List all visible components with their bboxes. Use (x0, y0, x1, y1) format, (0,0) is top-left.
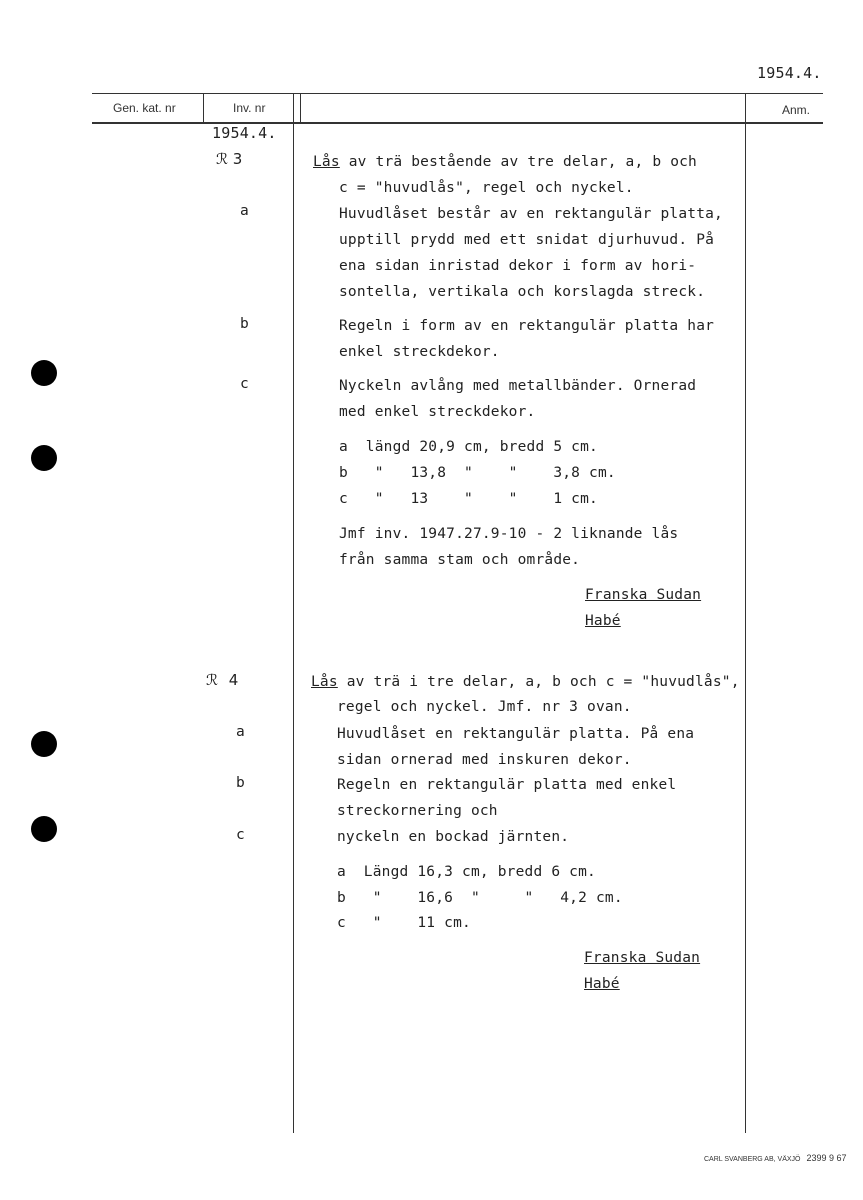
handwritten-r-mark: ℛ (206, 671, 218, 689)
measurement-line: c " 11 cm. (337, 915, 471, 931)
description-line: Regeln i form av en rektangulär platta har (339, 318, 715, 334)
punch-hole (31, 816, 57, 842)
punch-hole (31, 731, 57, 757)
measurement-line: b " 13,8 " " 3,8 cm. (339, 465, 616, 481)
punch-hole (31, 445, 57, 471)
entry-number (206, 671, 238, 689)
description-line-rest: av trä i tre delar, a, b och c = "huvudlås", (337, 674, 740, 690)
handwritten-r-mark: ℛ (216, 150, 228, 168)
origin-region: Franska Sudan (584, 950, 701, 966)
description-line: Huvudlåset en rektangulär platta. På ena (337, 726, 695, 742)
punch-hole (31, 360, 57, 386)
measurement-line: a längd 20,9 cm, bredd 5 cm. (339, 439, 598, 455)
description-title: Lås (313, 154, 340, 170)
column-divider (293, 93, 294, 1133)
description-line: Huvudlåset består av en rektangulär platta, (339, 206, 723, 222)
origin-region: Franska Sudan (585, 587, 702, 603)
form-number: 2399 9 67 (806, 1153, 847, 1163)
part-label: a (236, 724, 245, 740)
description-title: Lås (311, 674, 338, 690)
header-top-rule (92, 93, 823, 94)
origin-tribe: Habé (585, 613, 621, 629)
description-line-rest: av trä bestående av tre delar, a, b och (339, 154, 697, 170)
measurement-line: a Längd 16,3 cm, bredd 6 cm. (337, 864, 596, 880)
measurement-line: c " 13 " " 1 cm. (339, 491, 598, 507)
column-divider (203, 93, 204, 124)
description-line: upptill prydd med ett snidat djurhuvud. På (339, 232, 715, 248)
part-label: c (236, 827, 245, 843)
reference-line: Jmf inv. 1947.27.9-10 - 2 liknande lås (339, 526, 679, 542)
description-line: med enkel streckdekor. (339, 404, 536, 420)
column-divider (300, 93, 301, 124)
origin-tribe: Habé (584, 976, 620, 992)
entry-number (216, 150, 242, 168)
printer-imprint (704, 1153, 846, 1163)
column-divider (745, 93, 746, 1133)
page-reference: 1954.4. (757, 64, 822, 82)
header-anm: Anm. (782, 103, 811, 117)
description-line (311, 674, 740, 690)
description-line: enkel streckdekor. (339, 344, 500, 360)
inventory-series: 1954.4. (212, 124, 277, 142)
entry-number-value: 4 (228, 671, 239, 689)
description-line: sontella, vertikala och korslagda streck. (339, 284, 706, 300)
part-label: a (240, 203, 249, 219)
description-line: nyckeln en bockad järnten. (337, 829, 570, 845)
description-line: streckornering och (337, 803, 498, 819)
part-label: b (236, 775, 245, 791)
entry-number-value: 3 (232, 150, 243, 168)
measurement-line: b " 16,6 " " 4,2 cm. (337, 890, 623, 906)
header-gen-kat-nr: Gen. kat. nr (113, 101, 176, 115)
header-inv-nr: Inv. nr (233, 101, 266, 115)
reference-line: från samma stam och område. (339, 552, 581, 568)
description-line: ena sidan inristad dekor i form av hori- (339, 258, 697, 274)
description-line: Regeln en rektangulär platta med enkel (337, 777, 677, 793)
printer-name: CARL SVANBERG AB, VÄXJÖ (704, 1156, 801, 1163)
description-line: sidan ornerad med inskuren dekor. (337, 752, 632, 768)
part-label: c (240, 376, 249, 392)
header-bottom-rule (92, 122, 823, 124)
description-line: c = "huvudlås", regel och nyckel. (339, 180, 634, 196)
part-label: b (240, 316, 249, 332)
description-line (313, 154, 697, 170)
description-line: Nyckeln avlång med metallbänder. Ornerad (339, 378, 697, 394)
description-line: regel och nyckel. Jmf. nr 3 ovan. (337, 699, 632, 715)
